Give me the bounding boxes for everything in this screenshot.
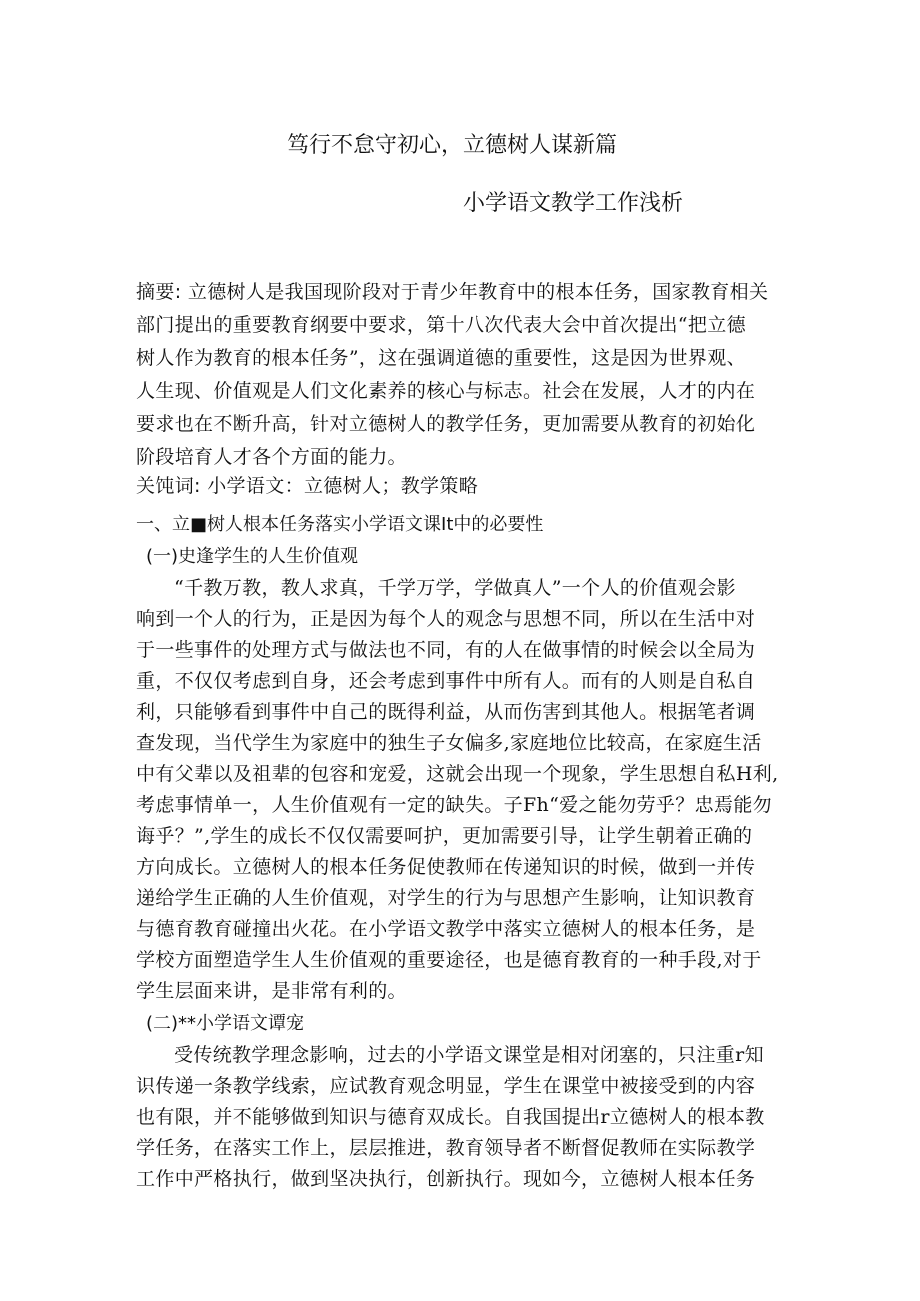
section-heading: 一、立■树人根本任务落实小学语文课It中的必要性 xyxy=(136,514,544,535)
paragraph-line: 中有父辈以及祖辈的包容和宠爱，这就会出现一个现象，学生思想自私H利, xyxy=(136,763,779,785)
paragraph-line: 递给学生正确的人生价值观，对学生的行为与思想产生影响，让知识教育 xyxy=(136,887,756,909)
subsection-heading: (二)**小学语文谭宠 xyxy=(146,1013,305,1034)
paragraph-line: 利，只能够看到事件中自己的既得利益，从而伤害到其他人。根据笔者调 xyxy=(136,701,756,723)
paragraph-line: 识传递一条教学线索，应试教育观念明显，学生在课堂中被接受到的内容 xyxy=(136,1075,756,1097)
keywords-text: 小学语文：立德树人；教学策略 xyxy=(207,475,479,497)
paragraph-line: 也有限，并不能够做到知识与德育双成长。自我国提出r立德树人的根本教 xyxy=(136,1106,765,1128)
abstract-line xyxy=(136,280,768,304)
abstract-label: 摘要: xyxy=(136,281,182,303)
paragraph-line: “千教万教，教人求真，千学万学，学做真人”一个人的价值观会影 xyxy=(174,577,736,599)
keywords-line xyxy=(136,474,478,498)
paragraph-line: 响到一个人的行为，正是因为每个人的观念与思想不同，所以在生活中对 xyxy=(136,608,756,630)
paragraph-line: 方向成长。立德树人的根本任务促使教师在传递知识的时候，做到一并传 xyxy=(136,856,756,878)
paragraph-line: 学生层面来讲，是非常有利的。 xyxy=(136,980,407,1002)
paragraph-line: 与德育教育碰撞出火花。在小学语文教学中落实立德树人的根本任务，是 xyxy=(136,918,756,940)
paragraph-line: 学任务，在落实工作上，层层推进，教育领导者不断督促教师在实际教学 xyxy=(136,1137,756,1159)
abstract-text: 立德树人是我国现阶段对于青少年教育中的根本任务，国家教育相关 xyxy=(187,281,769,303)
document-subtitle: 小学语文教学工作浅析 xyxy=(463,191,684,216)
document-title: 笃行不怠守初心，立德树人谋新篇 xyxy=(287,133,618,158)
paragraph-line: 工作中严格执行，做到坚决执行，创新执行。现如今，立德树人根本任务 xyxy=(136,1168,756,1190)
abstract-line: 要求也在不断升高，针对立德树人的教学任务，更加需要从教育的初始化 xyxy=(136,413,756,435)
paragraph-line: 重，不仅仅考虑到自身，还会考虑到事件中所有人。而有的人则是自私自 xyxy=(136,670,756,692)
abstract-line: 树人作为教育的根本任务”，这在强调道德的重要性，这是因为世界观、 xyxy=(136,347,746,369)
abstract-line: 人生现、价值观是人们文化素养的核心与标志。社会在发展，人才的内在 xyxy=(136,380,756,402)
paragraph-line: 诲乎？”,学生的成长不仅仅需要呵护，更加需要引导，让学生朝着正确的 xyxy=(136,825,753,847)
abstract-line: 部门提出的重要教育纲要中要求，第十八次代表大会中首次提出“把立德 xyxy=(136,314,746,336)
paragraph-line: 受传统教学理念影响，过去的小学语文课堂是相对闭塞的，只注重r知 xyxy=(174,1044,764,1066)
paragraph-line: 查发现，当代学生为家庭中的独生子女偏多,家庭地位比较高，在家庭生活 xyxy=(136,732,762,754)
paragraph-line: 学校方面塑造学生人生价值观的重要途径，也是德育教育的一种手段,对于 xyxy=(136,949,762,971)
subsection-heading: (一)史逢学生的人生价值观 xyxy=(146,546,359,567)
paragraph-line: 于一些事件的处理方式与做法也不同，有的人在做事情的时候会以全局为 xyxy=(136,639,756,661)
paragraph-line: 考虑事情单一，人生价值观有一定的缺失。子Fh“爱之能勿劳乎？忠焉能勿 xyxy=(136,794,773,816)
keywords-label: 关饨词: xyxy=(136,475,201,497)
abstract-line: 阶段培育人才各个方面的能力。 xyxy=(136,446,407,468)
